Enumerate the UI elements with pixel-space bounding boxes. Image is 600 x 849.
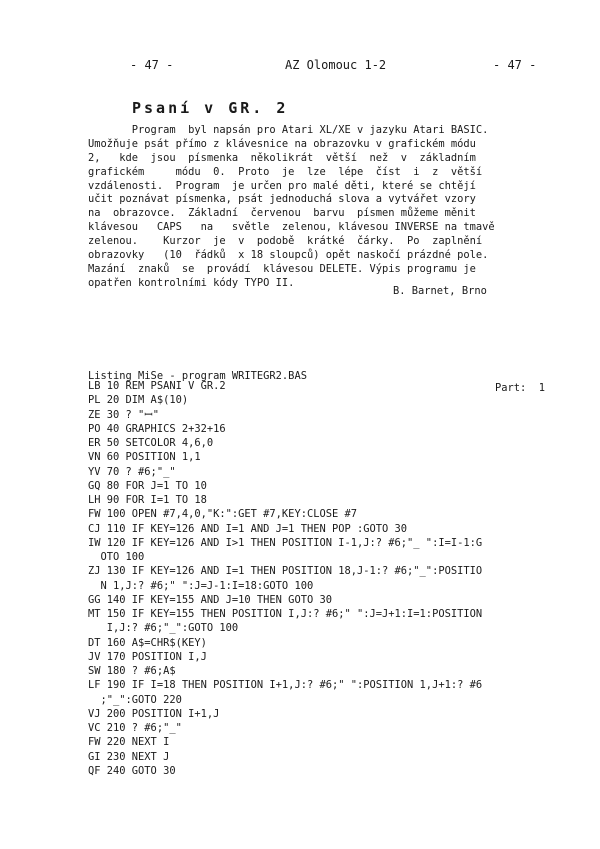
code-line: IW 120 IF KEY=126 AND I>1 THEN POSITION I-1,J:? #6;"_ ":I=I-1:G (88, 536, 483, 549)
article-line: vzdálenosti. Program je určen pro malé děti, které se chtějí (88, 179, 476, 192)
listing-title: Listing MiSe - program WRITEGR2.BAS (88, 370, 307, 382)
article-line: klávesou CAPS na světle zelenou, klávesou INVERSE na tmavě (88, 221, 495, 234)
code-line: GQ 80 FOR J=1 TO 10 (88, 479, 207, 492)
article-line: opatřen kontrolními kódy TYPO II. (88, 276, 295, 289)
page-number-right: - 47 - (493, 58, 537, 72)
code-line: ZE 30 ? "ꟷ" (88, 408, 160, 421)
code-line: ZJ 130 IF KEY=126 AND I=1 THEN POSITION 18,J-1:? #6;"_":POSITIO (88, 565, 483, 578)
code-line: GG 140 IF KEY=155 AND J=10 THEN GOTO 30 (88, 593, 332, 606)
code-line: VC 210 ? #6;"_" (88, 722, 182, 734)
article-line: 2, kde jsou písmenka několikrát větší než v základním (88, 151, 476, 164)
code-line: GI 230 NEXT J (88, 750, 170, 763)
code-line: ;"_":GOTO 220 (88, 693, 182, 706)
code-line: QF 240 GOTO 30 (88, 764, 176, 777)
code-line: I,J:? #6;"_":GOTO 100 (88, 622, 239, 635)
code-line: LH 90 FOR I=1 TO 18 (88, 494, 207, 506)
author-signature: B. Barnet, Brno (393, 285, 487, 297)
code-line: LB 10 REM PSANI V GR.2 (88, 380, 226, 392)
page-number-left: - 47 - (130, 58, 174, 72)
code-line: YV 70 ? #6;"_" (88, 465, 176, 478)
code-line: PO 40 GRAPHICS 2+32+16 (88, 422, 226, 435)
code-line: PL 20 DIM A$(10) (88, 394, 189, 407)
code-line: MT 150 IF KEY=155 THEN POSITION I,J:? #6;" ":J=J+1:I=1:POSITION (88, 608, 483, 620)
code-line: SW 180 ? #6;A$ (88, 665, 176, 677)
code-line: FW 100 OPEN #7,4,0,"K:":GET #7,KEY:CLOSE #7 (88, 508, 357, 521)
code-line: OTO 100 (88, 551, 145, 563)
article-body (88, 124, 558, 291)
code-line: VJ 200 POSITION I+1,J (88, 707, 220, 720)
code-line: N 1,J:? #6;" ":J=J-1:I=18:GOTO 100 (88, 579, 314, 592)
article-line: Umožňuje psát přímo z klávesnice na obrazovku v grafickém módu (88, 137, 476, 150)
code-line: CJ 110 IF KEY=126 AND I=1 AND J=1 THEN POP :GOTO 30 (88, 522, 408, 535)
page-header (0, 58, 600, 74)
article-title: Psaní v GR. 2 (132, 99, 289, 117)
listing-part: Part: 1 (495, 382, 546, 394)
code-line: LF 190 IF I=18 THEN POSITION I+1,J:? #6;" ":POSITION 1,J+1:? #6 (88, 679, 483, 692)
article-line: Mazání znaků se provádí klávesou DELETE. Výpis programu je (88, 262, 476, 275)
code-line: DT 160 A$=CHR$(KEY) (88, 636, 207, 649)
code-line: ER 50 SETCOLOR 4,6,0 (88, 437, 214, 449)
program-listing (88, 379, 568, 778)
article-line: obrazovky (10 řádků x 18 sloupců) opět naskočí prázdné pole. (88, 249, 489, 262)
publication-title: AZ Olomouc 1-2 (285, 58, 387, 72)
article-line: na obrazovce. Základní červenou barvu písmen můžeme měnit (88, 207, 476, 220)
code-line: VN 60 POSITION 1,1 (88, 451, 201, 464)
article-line: učit poznávat písmenka, psát jednoduchá slova a vytvářet vzory (88, 193, 476, 206)
article-line: Program byl napsán pro Atari XL/XE v jazyku Atari BASIC. (88, 124, 489, 136)
code-line: JV 170 POSITION I,J (88, 650, 207, 663)
code-line: FW 220 NEXT I (88, 736, 170, 749)
article-line: grafickém módu 0. Proto je lze lépe číst i z větší (88, 165, 483, 178)
article-line: zelenou. Kurzor je v podobě krátké čárky. Po zaplnění (88, 235, 483, 248)
